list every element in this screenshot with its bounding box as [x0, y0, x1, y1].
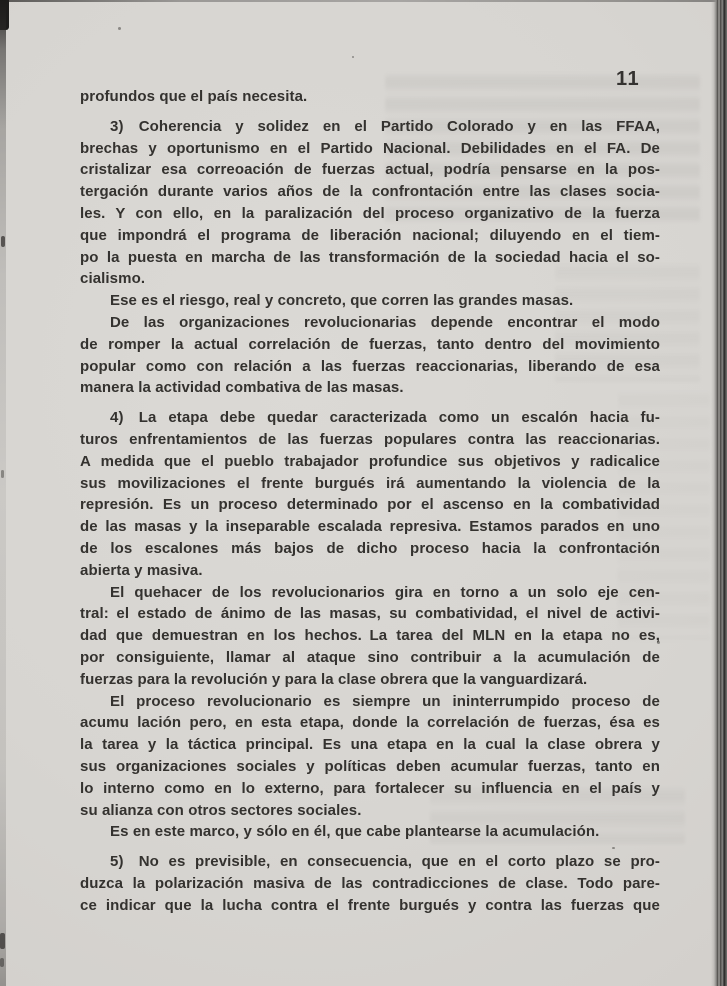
speck-artifact — [118, 27, 121, 30]
text-line: El proceso revolucionario es siempre un ininterrumpido proceso de — [110, 692, 660, 710]
text-line: de los escalones más bajos de dicho proceso hacia la confrontación — [80, 539, 660, 557]
text-line: 4) La etapa debe quedar caracterizada como un escalón hacia fu- — [110, 409, 660, 427]
text-line: popular como con relación a las fuerzas reaccionarias, liberando de esa — [80, 357, 660, 375]
scan-edge-left-artifact — [0, 0, 6, 986]
text-line: Es en este marco, y sólo en él, que cabe plantearse la acumulación. — [110, 823, 600, 841]
text-line: que impondrá el programa de liberación nacional; diluyendo en el tiem- — [80, 226, 660, 244]
text-line: profundos que el país necesita. — [80, 88, 308, 105]
text-line: brechas y oportunismo en el Partido Nacional. Debilidades en el FA. De — [80, 139, 660, 157]
text-line: sus organizaciones sociales y políticas deben acumular fuerzas, tanto en — [80, 757, 660, 775]
text-line: represión. Es un proceso determinado por el ascenso en la combatividad — [80, 496, 660, 514]
paragraph — [80, 407, 660, 581]
paragraph — [80, 86, 660, 108]
text-line: lo interno como en lo externo, para fortalecer su influencia en el país y — [80, 779, 660, 797]
scan-edge-top-artifact — [0, 0, 727, 2]
text-line: A medida que el pueblo trabajador profundice sus objetivos y radicalice — [80, 452, 660, 470]
text-line: abierta y masiva. — [80, 561, 203, 579]
paragraph — [80, 582, 660, 691]
scan-smudge-artifact — [0, 933, 5, 949]
text-line: 5) No es previsible, en consecuencia, que en el corto plazo se pro- — [110, 853, 660, 871]
text-line: sus movilizaciones el frente burgués irá aumentando la violencia de la — [80, 474, 660, 492]
text-line: dad que demuestran en los hechos. La tarea del MLN en la etapa no es, — [80, 627, 660, 645]
text-line: tral: el estado de ánimo de las masas, su combatividad, el nivel de activi- — [80, 605, 660, 623]
document-text — [80, 86, 660, 916]
paragraph — [80, 312, 660, 399]
book-spine-edge-artifact — [711, 0, 727, 986]
paragraph — [80, 851, 660, 916]
paragraph — [80, 691, 660, 822]
page-number: 11 — [616, 68, 641, 90]
text-line: po la puesta en marcha de las transformación de la sociedad hacia el so- — [80, 248, 660, 266]
text-line: de romper la actual correlación de fuerzas, tanto dentro del movimiento — [80, 335, 660, 353]
text-line: por consiguiente, llamar al ataque sino contribuir a la acumulación de — [80, 648, 660, 666]
text-line: tergación durante varios años de la confrontación entre las clases socia- — [80, 183, 660, 201]
paragraph — [80, 290, 660, 312]
scan-smudge-artifact — [0, 958, 4, 967]
scan-smudge-artifact — [1, 470, 4, 478]
paragraph — [80, 116, 660, 290]
text-line: De las organizaciones revolucionarias depende encontrar el modo — [110, 313, 660, 331]
text-line: de las masas y la inseparable escalada represiva. Estamos parados en uno — [80, 518, 660, 536]
text-line: su alianza con otros sectores sociales. — [80, 801, 362, 819]
text-line: manera la actividad combativa de las masas. — [80, 379, 404, 397]
text-line: ce indicar que la lucha contra el frente burgués y contra las fuerzas que — [80, 896, 660, 914]
text-line: cialismo. — [80, 270, 146, 288]
paragraph — [80, 821, 660, 843]
text-line: Ese es el riesgo, real y concreto, que corren las grandes masas. — [110, 292, 574, 310]
text-line: fuerzas para la revolución y para la clase obrera que la vanguardizará. — [80, 670, 588, 688]
text-line: les. Y con ello, en la paralización del proceso organizativo de la fuerza — [80, 204, 660, 222]
text-line: cristalizar esa correoación de fuerzas actual, podría pensarse en la pos- — [80, 161, 660, 179]
text-line: duzca la polarización masiva de las contradicciones de clase. Todo pare- — [80, 874, 660, 892]
text-line: acumu lación pero, en esta etapa, donde la correlación de fuerzas, ésa es — [80, 714, 660, 732]
text-line: turos enfrentamientos de las fuerzas populares contra las reaccionarias. — [80, 430, 660, 448]
text-line: El quehacer de los revolucionarios gira en torno a un solo eje cen- — [110, 583, 660, 601]
text-line: 3) Coherencia y solidez en el Partido Colorado y en las FFAA, — [110, 117, 660, 135]
text-line: la tarea y la táctica principal. Es una etapa en la cual la clase obrera y — [80, 736, 660, 754]
speck-artifact — [352, 56, 354, 58]
scan-smudge-artifact — [1, 236, 5, 247]
